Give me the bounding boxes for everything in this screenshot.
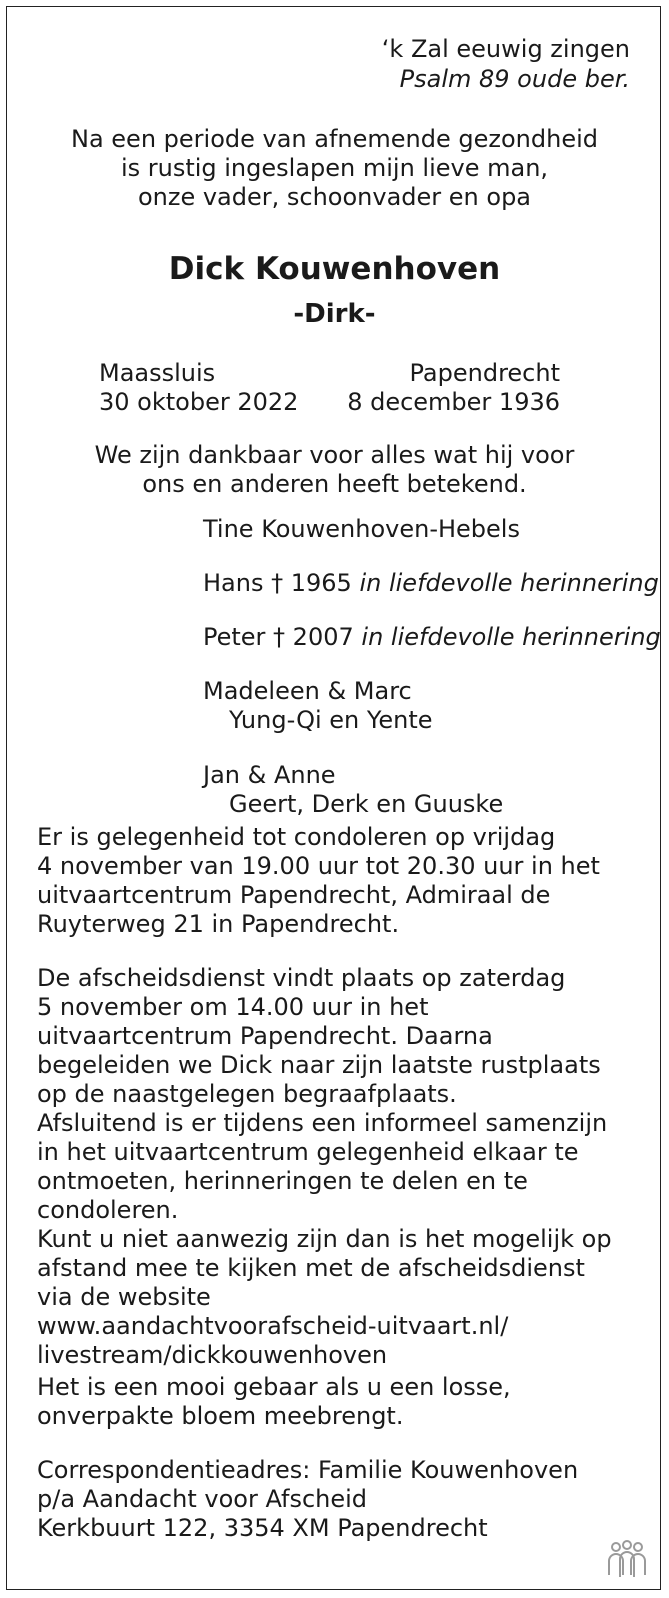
condolence-line: Er is gelegenheid tot condoleren op vrijdag — [37, 823, 556, 851]
correspondence-line: Kerkbuurt 122, 3354 XM Papendrecht — [37, 1514, 488, 1542]
condolence-paragraph — [37, 823, 647, 939]
flowers-line: Het is een mooi gebaar als u een losse, — [37, 1373, 511, 1401]
service-line: in het uitvaartcentrum gelegenheid elkaar te — [37, 1138, 579, 1166]
family-hans-name: Hans † 1965 — [203, 569, 352, 597]
condolence-line: 4 november van 19.00 uur tot 20.30 uur in het — [37, 852, 600, 880]
condolence-line: uitvaartcentrum Papendrecht, Admiraal de — [37, 881, 551, 909]
people-group-icon — [604, 1539, 650, 1579]
birth-date: 8 december 1936 — [347, 388, 560, 416]
death-place: Maassluis — [99, 359, 216, 387]
intro-line: onze vader, schoonvader en opa — [137, 183, 532, 211]
service-line: op de naastgelegen begraafplaats. — [37, 1080, 457, 1108]
intro-line: Na een periode van afnemende gezondheid — [71, 125, 598, 153]
service-line: 5 november om 14.00 uur in het — [37, 993, 429, 1021]
service-line: begeleiden we Dick naar zijn laatste rustplaats — [37, 1051, 601, 1079]
gratitude-text — [7, 441, 662, 499]
flowers-paragraph — [37, 1373, 647, 1431]
motto-source: Psalm 89 oude ber. — [399, 65, 630, 93]
family-hans-note: in liefdevolle herinnering — [359, 569, 659, 597]
family-madeleen-kids: Yung-Qi en Yente — [229, 706, 433, 734]
motto-line: ‘k Zal eeuwig zingen — [381, 35, 630, 63]
family-hans — [203, 569, 659, 598]
service-line: afstand mee te kijken met de afscheidsdienst — [37, 1254, 585, 1282]
correspondence-paragraph — [37, 1456, 647, 1543]
obituary-card — [6, 6, 661, 1590]
deceased-nickname: -Dirk- — [293, 299, 376, 329]
family-peter-note: in liefdevolle herinnering — [361, 623, 661, 651]
service-line: via de website — [37, 1283, 211, 1311]
service-line: ontmoeten, herinneringen te delen en te — [37, 1167, 528, 1195]
family-spouse: Tine Kouwenhoven-Hebels — [203, 515, 520, 543]
gratitude-line: ons en anderen heeft betekend. — [142, 470, 527, 498]
flowers-line: onverpakte bloem meebrengt. — [37, 1402, 404, 1430]
service-line: condoleren. — [37, 1196, 179, 1224]
birth-place: Papendrecht — [409, 359, 560, 387]
livestream-url-line: www.aandachtvoorafscheid-uitvaart.nl/ — [37, 1312, 509, 1340]
service-line: De afscheidsdienst vindt plaats op zaterdag — [37, 964, 566, 992]
family-jan-kids: Geert, Derk en Guuske — [229, 790, 504, 818]
service-line: Afsluitend is er tijdens een informeel samenzijn — [37, 1109, 608, 1137]
service-line: Kunt u niet aanwezig zijn dan is het mogelijk op — [37, 1225, 612, 1253]
intro-text — [7, 125, 662, 212]
service-paragraph — [37, 964, 647, 1370]
deceased-name: Dick Kouwenhoven — [168, 251, 501, 287]
family-peter-name: Peter † 2007 — [203, 623, 354, 651]
family-madeleen: Madeleen & Marc — [203, 677, 412, 705]
condolence-line: Ruyterweg 21 in Papendrecht. — [37, 910, 400, 938]
family-peter — [203, 623, 661, 652]
death-date: 30 oktober 2022 — [99, 388, 299, 416]
livestream-url-line: livestream/dickkouwenhoven — [37, 1341, 388, 1369]
correspondence-line: Correspondentieadres: Familie Kouwenhoven — [37, 1456, 579, 1484]
correspondence-line: p/a Aandacht voor Afscheid — [37, 1485, 368, 1513]
gratitude-line: We zijn dankbaar voor alles wat hij voor — [94, 441, 575, 469]
family-jan: Jan & Anne — [203, 761, 336, 789]
intro-line: is rustig ingeslapen mijn lieve man, — [120, 154, 549, 182]
service-line: uitvaartcentrum Papendrecht. Daarna — [37, 1022, 493, 1050]
